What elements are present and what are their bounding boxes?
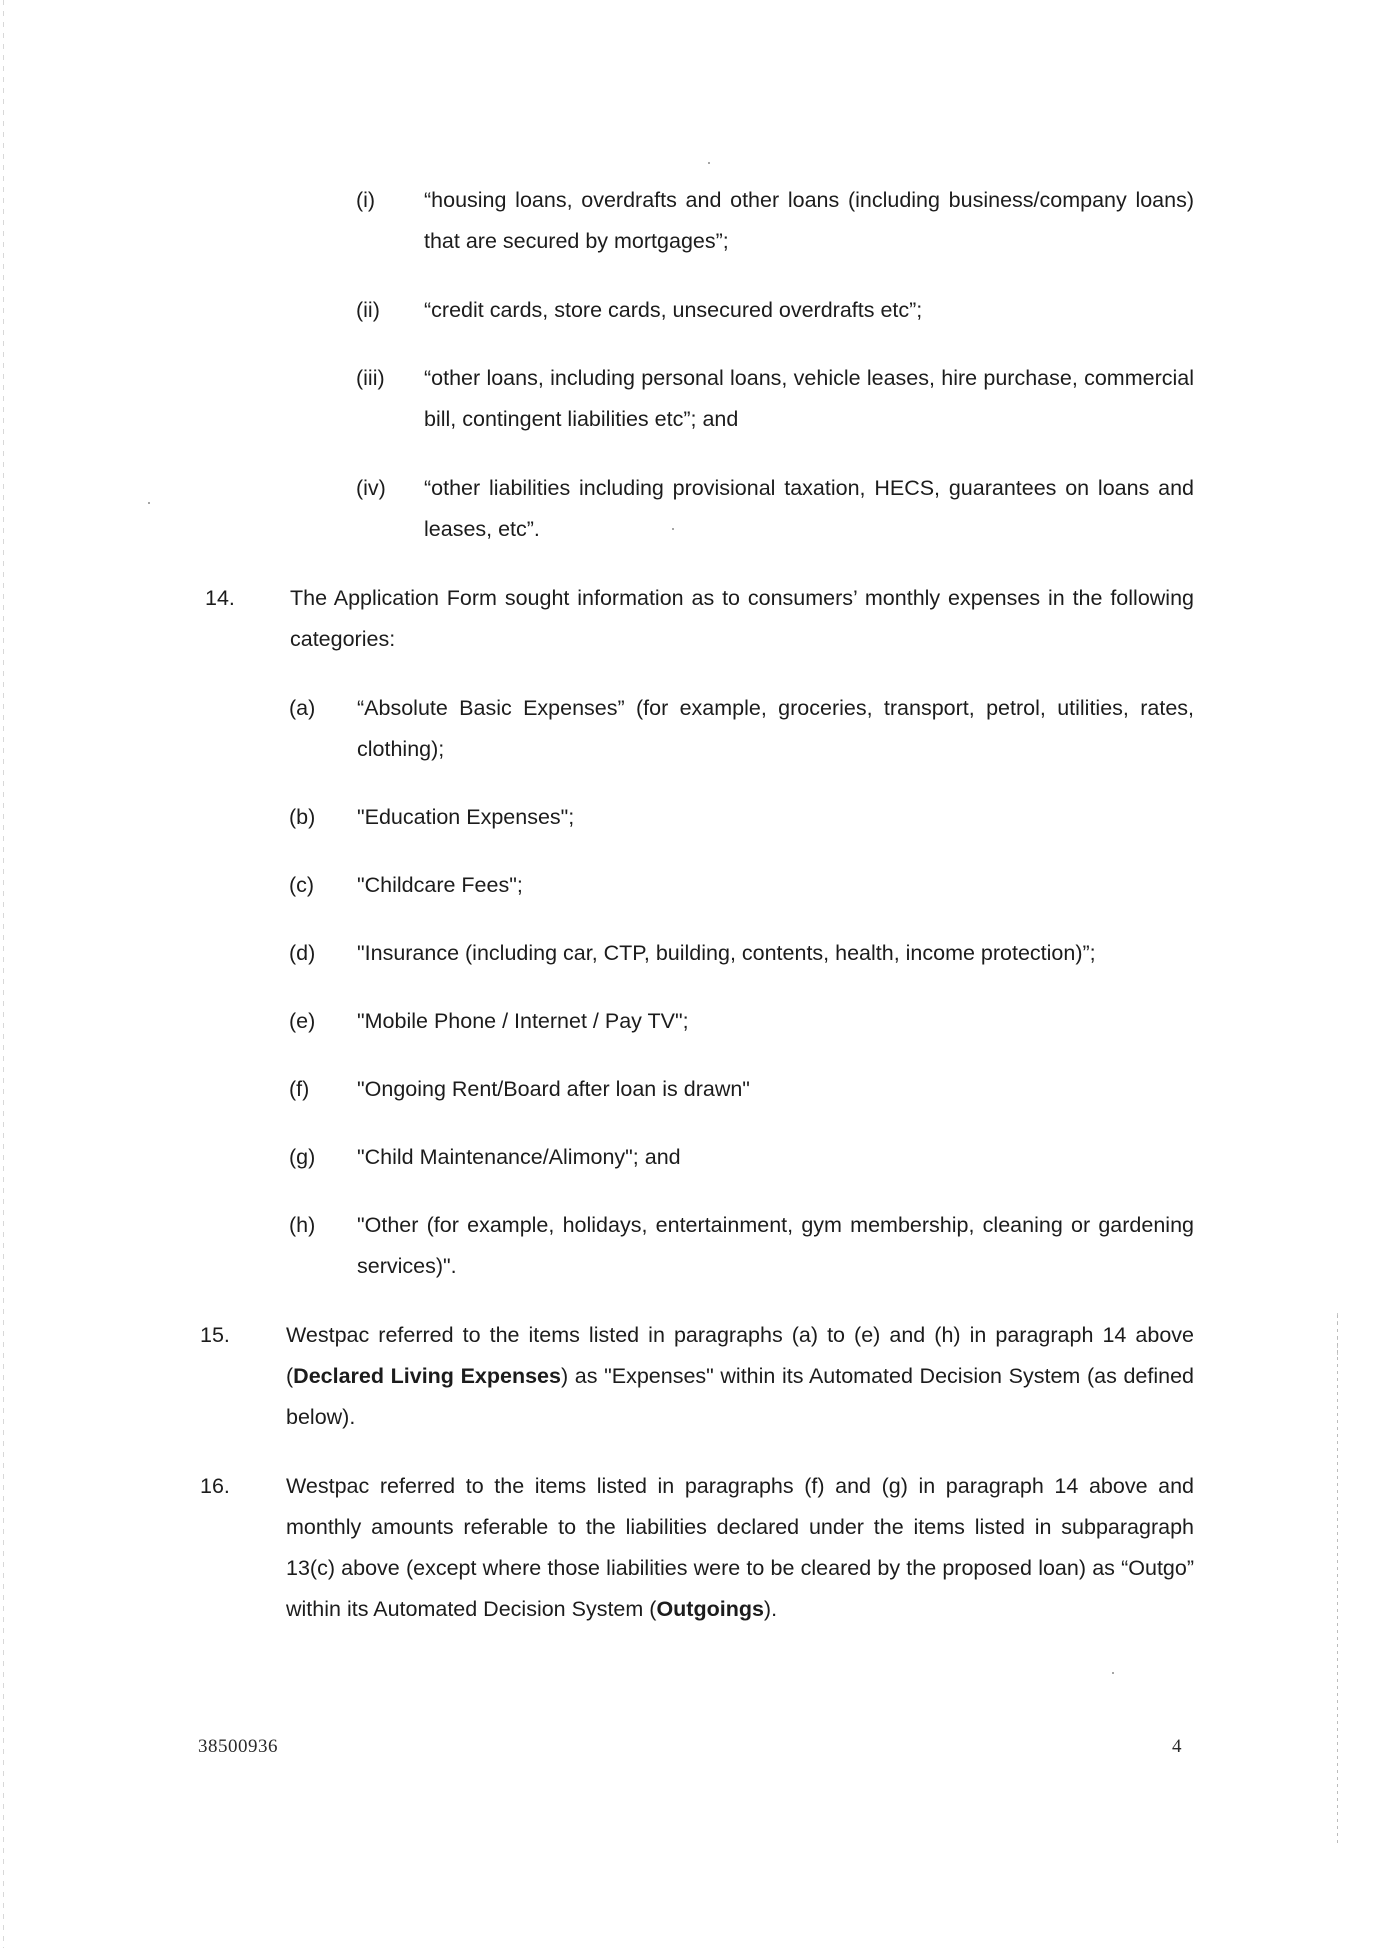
item-text: "Other (for example, holidays, entertainment, gym membership, cleaning or gardening services)". bbox=[357, 1213, 1194, 1278]
item-text: “Absolute Basic Expenses” (for example, groceries, transport, petrol, utilities, rates, clothing); bbox=[357, 696, 1194, 761]
item-label: (a) bbox=[289, 696, 316, 720]
page-number: 4 bbox=[1172, 1736, 1182, 1757]
item-text: "Insurance (including car, CTP, building, contents, health, income protection)”; bbox=[357, 941, 1096, 965]
item-label: (ii) bbox=[356, 298, 380, 322]
item-label: (f) bbox=[289, 1077, 310, 1101]
defined-term: Declared Living Expenses bbox=[293, 1364, 561, 1388]
item-label: (e) bbox=[289, 1009, 316, 1033]
paragraph-number: 16. bbox=[200, 1474, 230, 1498]
item-text: "Mobile Phone / Internet / Pay TV"; bbox=[357, 1009, 689, 1033]
item-text: “credit cards, store cards, unsecured overdrafts etc”; bbox=[424, 298, 923, 322]
paragraph-text-part: ). bbox=[763, 1597, 778, 1621]
paragraph-text-part: Westpac referred to the items listed in paragraphs (f) and (g) in paragraph 14 above and monthly amounts referable to the liabilities declared under the items listed in subparagraph 13(c) above (except where those liabilities were to be cleared by the proposed loan) as “Outgo” within its Automated Decision System ( bbox=[286, 1474, 1194, 1621]
paragraph-text bbox=[286, 1315, 1194, 1438]
paragraph-text-part: Westpac referred to the items listed in paragraphs (a) to (e) and (h) in paragraph 14 above ( bbox=[286, 1323, 1194, 1388]
paragraph-text bbox=[286, 1466, 1194, 1630]
item-text: “housing loans, overdrafts and other loans (including business/company loans) that are secured by mortgages”; bbox=[424, 188, 1194, 253]
item-text: “other liabilities including provisional taxation, HECS, guarantees on loans and leases, etc”. bbox=[424, 476, 1194, 541]
document-id: 38500936 bbox=[198, 1736, 278, 1757]
item-label: (g) bbox=[289, 1145, 316, 1169]
item-text: "Childcare Fees"; bbox=[357, 873, 523, 897]
paragraph-text-part: ) as "Expenses" within its Automated Decision System (as defined below). bbox=[286, 1364, 1194, 1429]
item-text: "Child Maintenance/Alimony"; and bbox=[357, 1145, 681, 1169]
scan-edge-artifact bbox=[1337, 1315, 1338, 1845]
item-label: (b) bbox=[289, 805, 316, 829]
item-label: (i) bbox=[356, 188, 376, 212]
scan-speck bbox=[148, 502, 150, 504]
item-label: (iii) bbox=[356, 366, 385, 390]
scan-speck bbox=[1112, 1672, 1114, 1674]
item-text: "Education Expenses"; bbox=[357, 805, 575, 829]
scan-edge-artifact bbox=[3, 0, 4, 1948]
item-label: (c) bbox=[289, 873, 315, 897]
item-text: “other loans, including personal loans, vehicle leases, hire purchase, commercial bill, contingent liabilities etc”; and bbox=[424, 366, 1194, 431]
item-label: (d) bbox=[289, 941, 316, 965]
paragraph-text: The Application Form sought information as to consumers’ monthly expenses in the following categories: bbox=[290, 586, 1194, 651]
scan-speck bbox=[708, 162, 710, 164]
item-label: (h) bbox=[289, 1213, 316, 1237]
paragraph-number: 15. bbox=[200, 1323, 230, 1347]
paragraph-number: 14. bbox=[205, 586, 235, 610]
defined-term: Outgoings bbox=[656, 1597, 764, 1621]
item-text: "Ongoing Rent/Board after loan is drawn" bbox=[357, 1077, 750, 1101]
item-label: (iv) bbox=[356, 476, 386, 500]
